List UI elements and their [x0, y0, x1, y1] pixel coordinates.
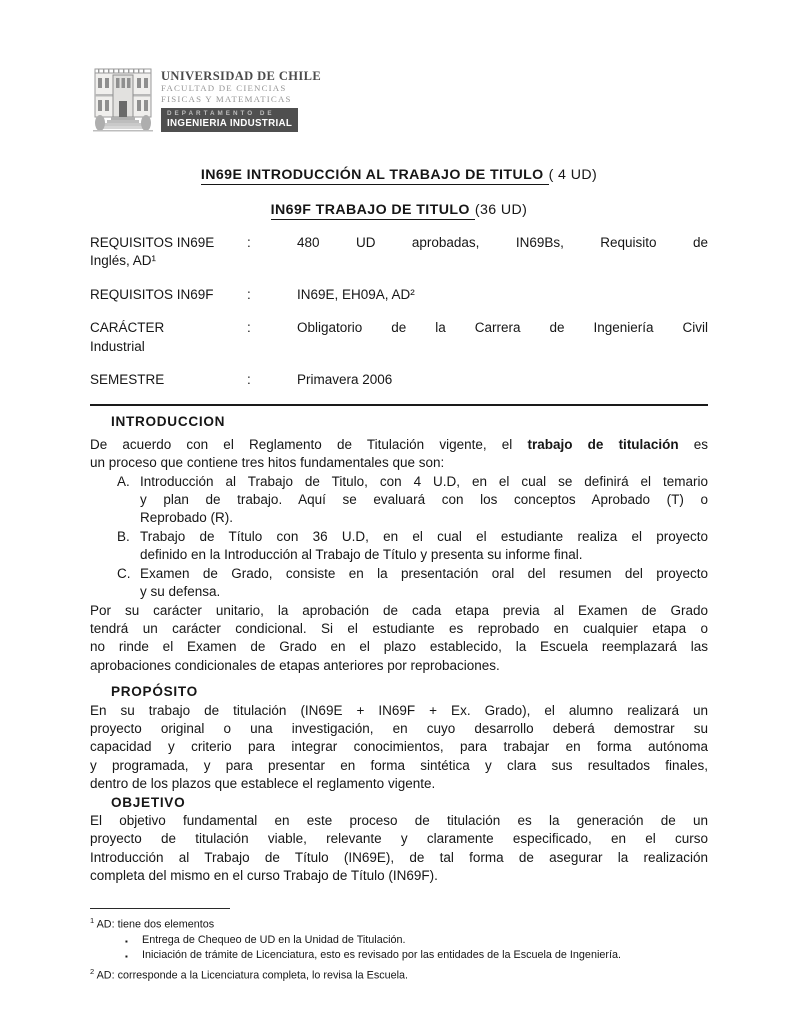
info-colon: :: [247, 235, 251, 250]
info-row-caracter: [90, 319, 708, 356]
list-item-line: y plan de trabajo. Aquí se evaluará con los conceptos Aprobado (T) o: [140, 492, 708, 508]
section-heading-proposito: PROPÓSITO: [111, 684, 198, 700]
course-title-in69f-main: IN69F TRABAJO DE TITULO: [271, 202, 475, 220]
list-item-b: [90, 528, 708, 565]
paragraph-line: capacidad y criterio para integrar conocimientos, para trabajar en forma autónoma: [90, 739, 708, 755]
footnotes-block: [90, 908, 708, 984]
paragraph-line: completa del mismo en el curso Trabajo de Título (IN69F).: [90, 868, 438, 884]
course-title-in69e: [90, 166, 708, 184]
paragraph-line: En su trabajo de titulación (IN69E + IN69F + Ex. Grado), el alumno realizará un: [90, 702, 708, 718]
section-heading-introduccion: INTRODUCCION: [111, 414, 226, 430]
info-value: Obligatorio de la Carrera de Ingeniería Civil: [297, 320, 708, 336]
paragraph-text: es: [678, 436, 709, 452]
paragraph-line: un proceso que contiene tres hitos fundamentales que son:: [90, 455, 445, 471]
footnote-text: AD: corresponde a la Licenciatura completa, lo revisa la Escuela.: [96, 969, 409, 982]
course-title-in69f: [90, 201, 708, 219]
info-colon: :: [247, 372, 251, 388]
paragraph-line: no rinde el Examen de Grado en el plazo establecido, la Escuela reemplazará las: [90, 639, 708, 655]
course-title-in69e-main: IN69E INTRODUCCIÓN AL TRABAJO DE TITULO: [201, 167, 549, 185]
info-row-requisitos-in69e: [90, 234, 708, 271]
footnote-marker: 1: [90, 915, 95, 925]
info-colon: :: [247, 320, 251, 336]
paragraph-line: dentro de los plazos que establece el reglamento vigente.: [90, 776, 436, 792]
paragraph-line: Introducción al Trabajo de Título (IN69E), de tal forma de asegurar la realización: [90, 849, 708, 865]
paragraph-line: proyecto original o una investigación, en cuyo desarrollo deberá demostrar su: [90, 720, 708, 736]
info-value: 480 UD aprobadas, IN69Bs, Requisito de: [297, 235, 708, 250]
info-row-requisitos-in69f: [90, 286, 708, 304]
info-value-wrap: Inglés, AD¹: [90, 253, 157, 269]
footnote-2: [90, 964, 708, 984]
footnote-text: Entrega de Chequeo de UD en la Unidad de Titulación.: [142, 933, 406, 946]
university-logo: [93, 66, 321, 136]
paragraph-line: El objetivo fundamental en este proceso de titulación es la generación de un: [90, 812, 708, 828]
university-building-icon: [93, 66, 153, 136]
list-marker: B.: [117, 528, 130, 544]
list-item-line: Reprobado (R).: [140, 510, 234, 526]
footnote-marker: 2: [90, 966, 95, 976]
list-item-a: [90, 473, 708, 528]
footnote-separator: [90, 908, 230, 909]
info-colon: :: [247, 286, 251, 302]
university-name: UNIVERSIDAD DE CHILE: [161, 69, 322, 83]
list-marker: A.: [117, 473, 130, 489]
footnote-bullet-item: [90, 933, 708, 949]
info-label: REQUISITOS IN69F: [90, 286, 214, 302]
faculty-name-line2: FISICAS Y MATEMATICAS: [161, 94, 292, 104]
paragraph-line: Por su carácter unitario, la aprobación de cada etapa previa al Examen de Grado: [90, 602, 708, 618]
list-item-line: Examen de Grado, consiste en la presentación oral del resumen del proyecto: [140, 565, 708, 581]
section-divider-rule: [90, 404, 708, 406]
department-banner-name: INGENIERIA INDUSTRIAL: [167, 118, 293, 129]
department-banner-small-text: DEPARTAMENTO DE: [167, 110, 275, 117]
section-heading-objetivo: OBJETIVO: [111, 794, 186, 810]
list-item-c: [90, 565, 708, 602]
info-row-semestre: [90, 371, 708, 389]
paragraph-line: proyecto de titulación viable, relevante y claramente especificado, en el curso: [90, 831, 708, 847]
paragraph-line: y programada, y para presentar en forma sintética y clara sus resultados finales,: [90, 757, 708, 773]
paragraph-line: [90, 436, 708, 454]
paragraph-text: De acuerdo con el Reglamento de Titulación vigente, el: [90, 436, 528, 452]
info-label: CARÁCTER: [90, 320, 165, 336]
info-label: REQUISITOS IN69E: [90, 235, 215, 250]
list-item-line: definido en la Introducción al Trabajo de Título y presenta su informe final.: [140, 547, 583, 563]
logo-text-block: [161, 66, 321, 132]
paragraph-line: tendrá un carácter condicional. Si el estudiante es reprobado en cualquier etapa o: [90, 620, 708, 636]
footnote-text: Iniciación de trámite de Licenciatura, esto es revisado por las entidades de la Escuela de Ingeniería.: [142, 949, 621, 962]
list-marker: C.: [117, 565, 131, 581]
info-value-wrap: Industrial: [90, 338, 145, 354]
list-item-line: y su defensa.: [140, 584, 221, 600]
department-banner: [161, 108, 298, 132]
paragraph-line: aprobaciones condicionales de etapas anteriores por reprobaciones.: [90, 657, 500, 673]
info-label: SEMESTRE: [90, 372, 165, 388]
bold-emphasis: trabajo de titulación: [527, 436, 679, 452]
list-item-line: Trabajo de Título con 36 U.D, en el cual el estudiante realiza el proyecto: [140, 528, 708, 544]
bullet-icon: ▪: [125, 936, 128, 946]
info-value: IN69E, EH09A, AD²: [297, 286, 415, 302]
footnote-text: AD: tiene dos elementos: [96, 918, 215, 931]
course-title-in69e-ud: ( 4 UD): [548, 167, 598, 183]
info-value: Primavera 2006: [297, 372, 393, 388]
footnote-1: [90, 913, 708, 933]
course-title-in69f-ud: (36 UD): [474, 202, 528, 218]
faculty-name-line1: FACULTAD DE CIENCIAS: [161, 83, 287, 93]
footnote-bullet-item: [90, 948, 708, 964]
list-item-line: Introducción al Trabajo de Titulo, con 4 U.D, en el cual se definirá el temario: [140, 473, 708, 489]
bullet-icon: ▪: [125, 952, 128, 962]
